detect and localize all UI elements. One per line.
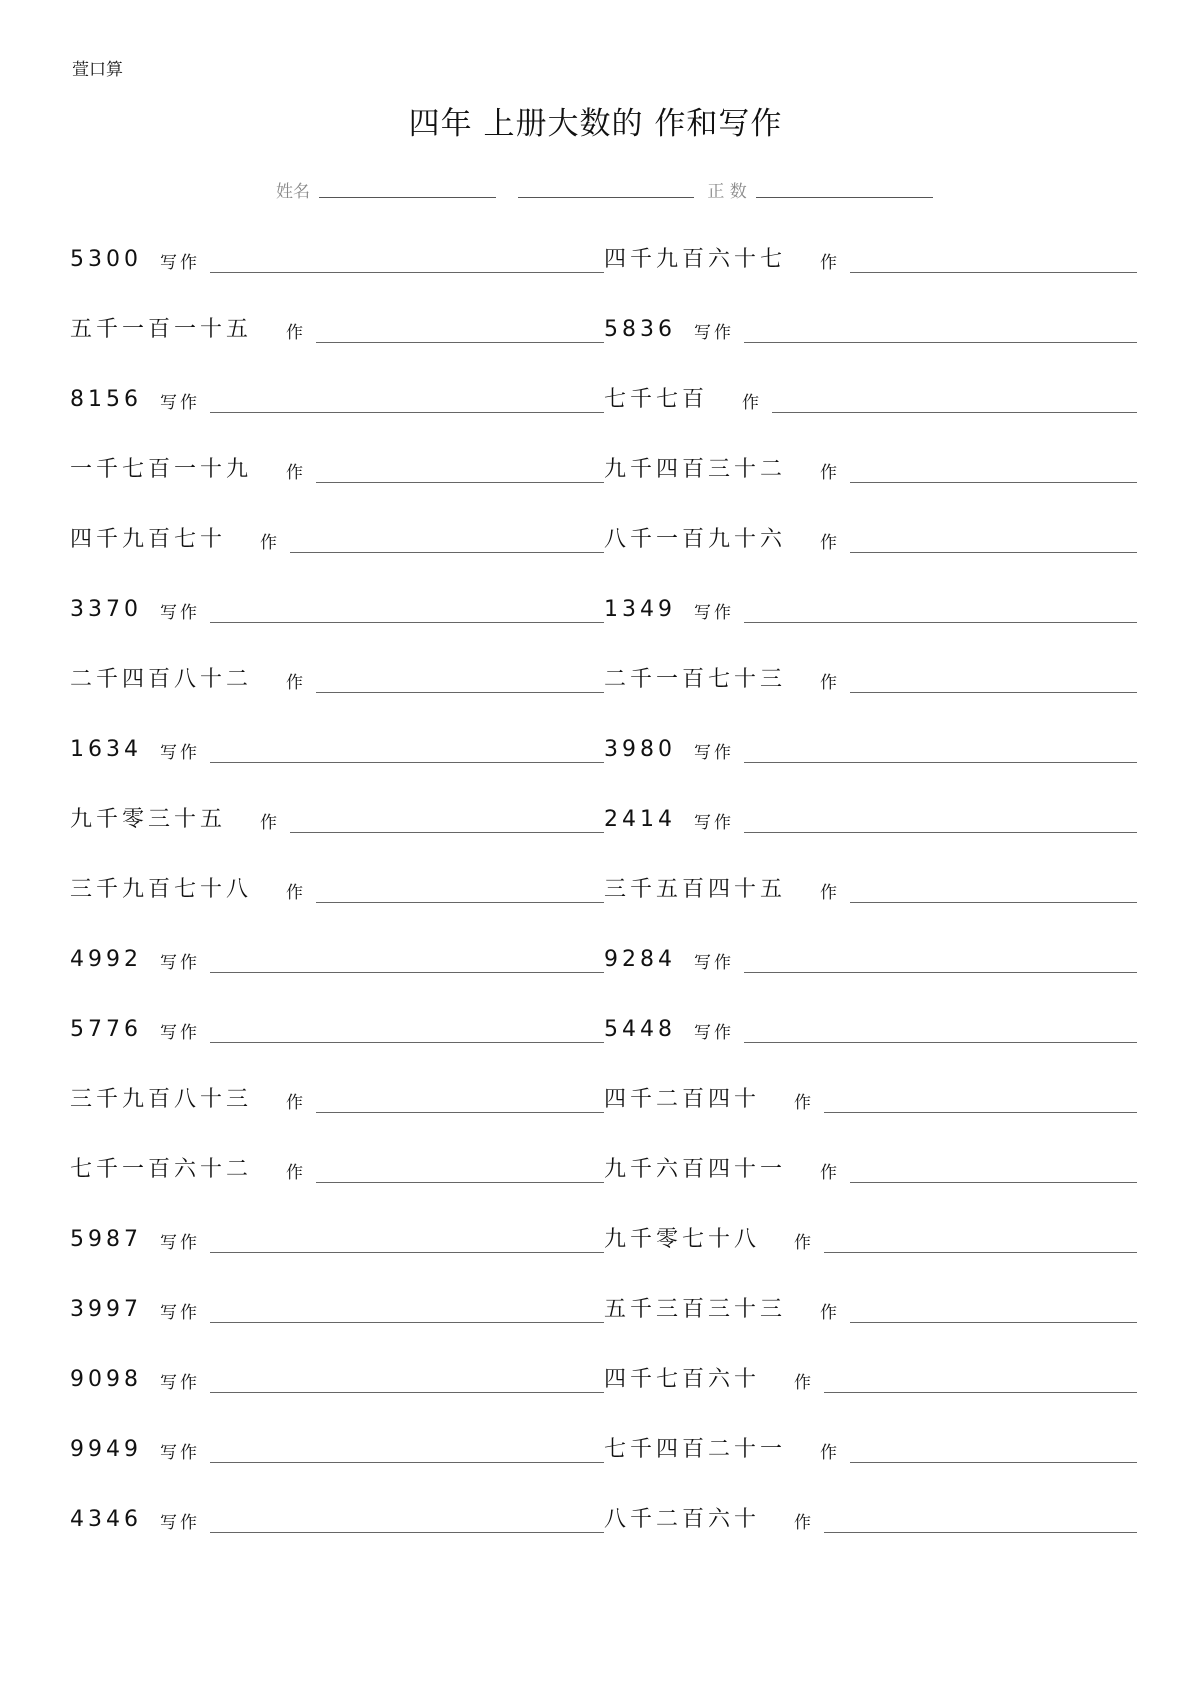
answer-line[interactable]	[824, 1532, 1137, 1533]
exercise-right	[604, 595, 1137, 625]
answer-line[interactable]	[290, 552, 604, 553]
instruction-label: 写作	[694, 603, 734, 623]
exercise-grid	[70, 245, 1137, 1575]
answer-line[interactable]	[210, 1462, 604, 1463]
exercise-left	[70, 1085, 604, 1115]
answer-line[interactable]	[744, 762, 1137, 763]
answer-line[interactable]	[316, 1182, 604, 1183]
instruction-label: 作	[794, 1373, 815, 1393]
problem-text: 三千九百八十三	[70, 1087, 253, 1112]
problem-text: 9098	[70, 1367, 142, 1392]
problem-text: 5448	[604, 1017, 676, 1042]
problem-text: 四千九百六十七	[604, 247, 787, 272]
instruction-label: 作	[742, 393, 763, 413]
problem-text: 8156	[70, 387, 142, 412]
problem-text: 3980	[604, 737, 676, 762]
instruction-label: 作	[820, 533, 841, 553]
instruction-label: 写作	[160, 1443, 200, 1463]
exercise-left	[70, 525, 604, 555]
instruction-label: 作	[820, 883, 841, 903]
instruction-label: 写作	[694, 953, 734, 973]
problem-text: 四千七百六十	[604, 1367, 761, 1392]
exercise-right	[604, 245, 1137, 275]
problem-text: 九千零三十五	[70, 807, 227, 832]
instruction-label: 作	[286, 1093, 307, 1113]
name-field[interactable]	[276, 177, 496, 202]
instruction-label: 作	[260, 533, 281, 553]
exercise-row	[70, 1015, 1137, 1085]
problem-text: 九千六百四十一	[604, 1157, 787, 1182]
exercise-row	[70, 1295, 1137, 1365]
instruction-label: 作	[286, 883, 307, 903]
problem-text: 七千七百	[604, 387, 709, 412]
problem-text: 4992	[70, 947, 142, 972]
answer-line[interactable]	[850, 482, 1137, 483]
exercise-left	[70, 1435, 604, 1465]
answer-line[interactable]	[316, 342, 604, 343]
exercise-row	[70, 1085, 1137, 1155]
instruction-label: 作	[260, 813, 281, 833]
exercise-row	[70, 385, 1137, 455]
answer-line[interactable]	[210, 762, 604, 763]
exercise-row	[70, 1155, 1137, 1225]
exercise-row	[70, 1225, 1137, 1295]
problem-text: 5987	[70, 1227, 142, 1252]
exercise-right	[604, 735, 1137, 765]
answer-line[interactable]	[210, 272, 604, 273]
problem-text: 4346	[70, 1507, 142, 1532]
problem-text: 五千一百一十五	[70, 317, 253, 342]
answer-line[interactable]	[210, 972, 604, 973]
answer-line[interactable]	[824, 1112, 1137, 1113]
exercise-row	[70, 315, 1137, 385]
exercise-row	[70, 735, 1137, 805]
answer-line[interactable]	[210, 1252, 604, 1253]
problem-text: 3997	[70, 1297, 142, 1322]
instruction-label: 作	[286, 463, 307, 483]
instruction-label: 作	[286, 323, 307, 343]
answer-line[interactable]	[316, 902, 604, 903]
answer-line[interactable]	[850, 902, 1137, 903]
score-field[interactable]	[518, 177, 933, 202]
instruction-label: 作	[820, 1163, 841, 1183]
instruction-label: 作	[286, 1163, 307, 1183]
instruction-label: 写作	[160, 1373, 200, 1393]
brand-label: 萱口算	[72, 60, 123, 80]
exercise-left	[70, 455, 604, 485]
answer-line[interactable]	[744, 972, 1137, 973]
exercise-right	[604, 1155, 1137, 1185]
exercise-right	[604, 1295, 1137, 1325]
instruction-label: 写作	[160, 1513, 200, 1533]
exercise-left	[70, 1295, 604, 1325]
exercise-left	[70, 595, 604, 625]
exercise-right	[604, 455, 1137, 485]
instruction-label: 作	[820, 1443, 841, 1463]
answer-line[interactable]	[772, 412, 1137, 413]
exercise-left	[70, 665, 604, 695]
problem-text: 四千二百四十	[604, 1087, 761, 1112]
problem-text: 9949	[70, 1437, 142, 1462]
exercise-row	[70, 665, 1137, 735]
instruction-label: 写作	[694, 743, 734, 763]
exercise-row	[70, 245, 1137, 315]
problem-text: 一千七百一十九	[70, 457, 253, 482]
exercise-right	[604, 315, 1137, 345]
exercise-row	[70, 525, 1137, 595]
answer-line[interactable]	[744, 342, 1137, 343]
instruction-label: 作	[820, 1303, 841, 1323]
answer-line[interactable]	[824, 1252, 1137, 1253]
answer-line[interactable]	[210, 1532, 604, 1533]
name-underline	[319, 197, 496, 198]
instruction-label: 作	[794, 1093, 815, 1113]
problem-text: 三千九百七十八	[70, 877, 253, 902]
answer-line[interactable]	[316, 692, 604, 693]
problem-text: 2414	[604, 807, 676, 832]
answer-line[interactable]	[316, 1112, 604, 1113]
answer-line[interactable]	[850, 1322, 1137, 1323]
answer-line[interactable]	[850, 692, 1137, 693]
problem-text: 二千四百八十二	[70, 667, 253, 692]
answer-line[interactable]	[316, 482, 604, 483]
exercise-left	[70, 1505, 604, 1535]
instruction-label: 作	[820, 463, 841, 483]
exercise-left	[70, 315, 604, 345]
instruction-label: 作	[286, 673, 307, 693]
problem-text: 七千四百二十一	[604, 1437, 787, 1462]
instruction-label: 写作	[160, 1023, 200, 1043]
exercise-left	[70, 385, 604, 415]
answer-line[interactable]	[744, 1042, 1137, 1043]
exercise-right	[604, 1225, 1137, 1255]
answer-line[interactable]	[850, 1462, 1137, 1463]
exercise-left	[70, 245, 604, 275]
exercise-right	[604, 1365, 1137, 1395]
problem-text: 9284	[604, 947, 676, 972]
instruction-label: 写作	[160, 1233, 200, 1253]
score-underline-before	[518, 197, 694, 198]
problem-text: 二千一百七十三	[604, 667, 787, 692]
exercise-left	[70, 805, 604, 835]
exercise-right	[604, 385, 1137, 415]
instruction-label: 作	[794, 1513, 815, 1533]
instruction-label: 作	[794, 1233, 815, 1253]
problem-text: 七千一百六十二	[70, 1157, 253, 1182]
exercise-right	[604, 1015, 1137, 1045]
problem-text: 5300	[70, 247, 142, 272]
exercise-row	[70, 805, 1137, 875]
name-label: 姓名	[276, 182, 310, 202]
exercise-left	[70, 875, 604, 905]
answer-line[interactable]	[210, 622, 604, 623]
exercise-row	[70, 595, 1137, 665]
exercise-right	[604, 665, 1137, 695]
exercise-row	[70, 945, 1137, 1015]
exercise-row	[70, 875, 1137, 945]
answer-line[interactable]	[290, 832, 604, 833]
answer-line[interactable]	[850, 272, 1137, 273]
problem-text: 三千五百四十五	[604, 877, 787, 902]
exercise-right	[604, 1085, 1137, 1115]
exercise-row	[70, 455, 1137, 525]
exercise-right	[604, 1435, 1137, 1465]
score-label: 正 数	[707, 182, 747, 202]
answer-line[interactable]	[210, 1042, 604, 1043]
problem-text: 九千零七十八	[604, 1227, 761, 1252]
problem-text: 1634	[70, 737, 142, 762]
problem-text: 八千一百九十六	[604, 527, 787, 552]
instruction-label: 写作	[160, 1303, 200, 1323]
exercise-left	[70, 945, 604, 975]
answer-line[interactable]	[210, 1322, 604, 1323]
instruction-label: 写作	[160, 953, 200, 973]
instruction-label: 写作	[694, 813, 734, 833]
instruction-label: 写作	[694, 323, 734, 343]
instruction-label: 写作	[160, 253, 200, 273]
instruction-label: 写作	[694, 1023, 734, 1043]
exercise-right	[604, 945, 1137, 975]
answer-line[interactable]	[744, 832, 1137, 833]
answer-line[interactable]	[210, 412, 604, 413]
problem-text: 八千二百六十	[604, 1507, 761, 1532]
instruction-label: 作	[820, 253, 841, 273]
problem-text: 5776	[70, 1017, 142, 1042]
exercise-right	[604, 875, 1137, 905]
exercise-row	[70, 1365, 1137, 1435]
instruction-label: 写作	[160, 743, 200, 763]
answer-line[interactable]	[210, 1392, 604, 1393]
answer-line[interactable]	[744, 622, 1137, 623]
exercise-right	[604, 1505, 1137, 1535]
exercise-right	[604, 805, 1137, 835]
problem-text: 五千三百三十三	[604, 1297, 787, 1322]
problem-text: 3370	[70, 597, 142, 622]
instruction-label: 作	[820, 673, 841, 693]
exercise-left	[70, 1015, 604, 1045]
exercise-right	[604, 525, 1137, 555]
answer-line[interactable]	[824, 1392, 1137, 1393]
exercise-left	[70, 1155, 604, 1185]
exercise-left	[70, 1365, 604, 1395]
problem-text: 四千九百七十	[70, 527, 227, 552]
problem-text: 九千四百三十二	[604, 457, 787, 482]
exercise-row	[70, 1435, 1137, 1505]
instruction-label: 写作	[160, 603, 200, 623]
answer-line[interactable]	[850, 1182, 1137, 1183]
instruction-label: 写作	[160, 393, 200, 413]
problem-text: 5836	[604, 317, 676, 342]
problem-text: 1349	[604, 597, 676, 622]
page-title: 四年 上册大数的 作和写作	[408, 106, 783, 142]
answer-line[interactable]	[850, 552, 1137, 553]
score-underline	[756, 197, 933, 198]
exercise-left	[70, 1225, 604, 1255]
exercise-left	[70, 735, 604, 765]
exercise-row	[70, 1505, 1137, 1575]
